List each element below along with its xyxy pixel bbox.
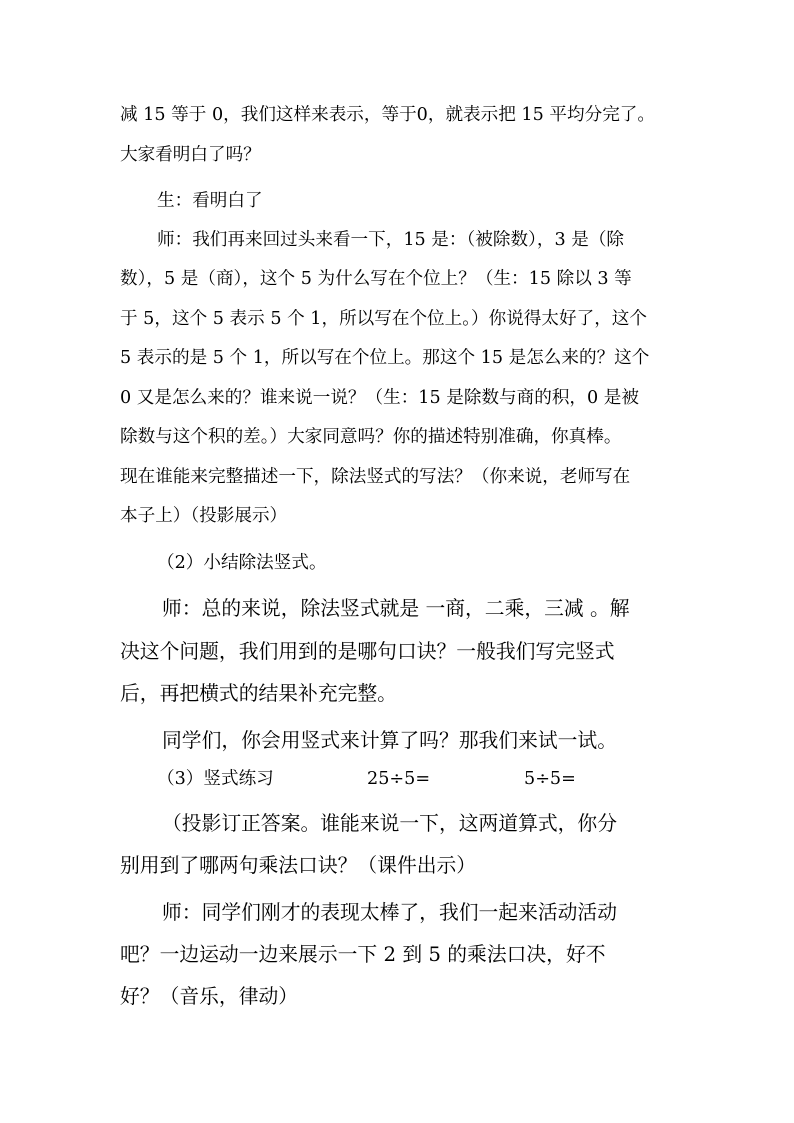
paragraph-line: （投影订正答案。谁能来说一下，这两道算式，你分	[162, 812, 617, 835]
paragraph-line: 减 15 等于 0，我们这样来表示，等于0，就表示把 15 平均分完了。	[120, 105, 655, 125]
exercise-problem-2: 5÷5=	[524, 769, 576, 789]
paragraph-line: 除数与这个积的差。）大家同意吗？你的描述特别准确，你真棒。	[120, 427, 622, 447]
paragraph-line: 同学们，你会用竖式来计算了吗？那我们来试一试。	[162, 729, 617, 752]
paragraph-line: 吧？一边运动一边来展示一下 2 到 5 的乘法口决，好不	[120, 943, 606, 966]
paragraph-line: 本子上）（投影展示）	[120, 506, 288, 526]
paragraph-line: 别用到了哪两句乘法口诀？（课件出示）	[120, 854, 477, 877]
section-heading: （2）小结除法竖式。	[157, 553, 327, 573]
paragraph-line: 于 5，这个 5 表示 5 个 1，所以写在个位上。）你说得太好了，这个	[120, 309, 647, 329]
paragraph-line: 师：总的来说，除法竖式就是 一商，二乘，三减 。解	[162, 597, 630, 620]
paragraph-line: 5 表示的是 5 个 1，所以写在个位上。那这个 15 是怎么来的？这个	[120, 348, 650, 368]
exercise-problem-1: 25÷5=	[367, 769, 431, 789]
paragraph-line: 后，再把横式的结果补充完整。	[120, 682, 397, 705]
exercise-label: （3）竖式练习	[157, 769, 274, 789]
paragraph-line: 好？（音乐，律动）	[120, 985, 299, 1008]
paragraph-line: 生：看明白了	[157, 191, 263, 211]
paragraph-line: 师：同学们刚才的表现太棒了，我们一起来活动活动	[162, 901, 617, 924]
paragraph-line: 现在谁能来完整描述一下，除法竖式的写法？（你来说，老师写在	[120, 467, 631, 487]
paragraph-line: 决这个问题，我们用到的是哪句口诀？一般我们写完竖式	[120, 640, 615, 663]
paragraph-line: 0 又是怎么来的？谁来说一说？（生：15 是除数与商的积，0 是被	[120, 388, 639, 408]
paragraph-line: 数），5 是（商），这个 5 为什么写在个位上？（生：15 除以 3 等	[120, 269, 632, 289]
paragraph-line: 师：我们再来回过头来看一下，15 是：（被除数），3 是（除	[157, 230, 625, 250]
paragraph-line: 大家看明白了吗？	[120, 145, 261, 165]
